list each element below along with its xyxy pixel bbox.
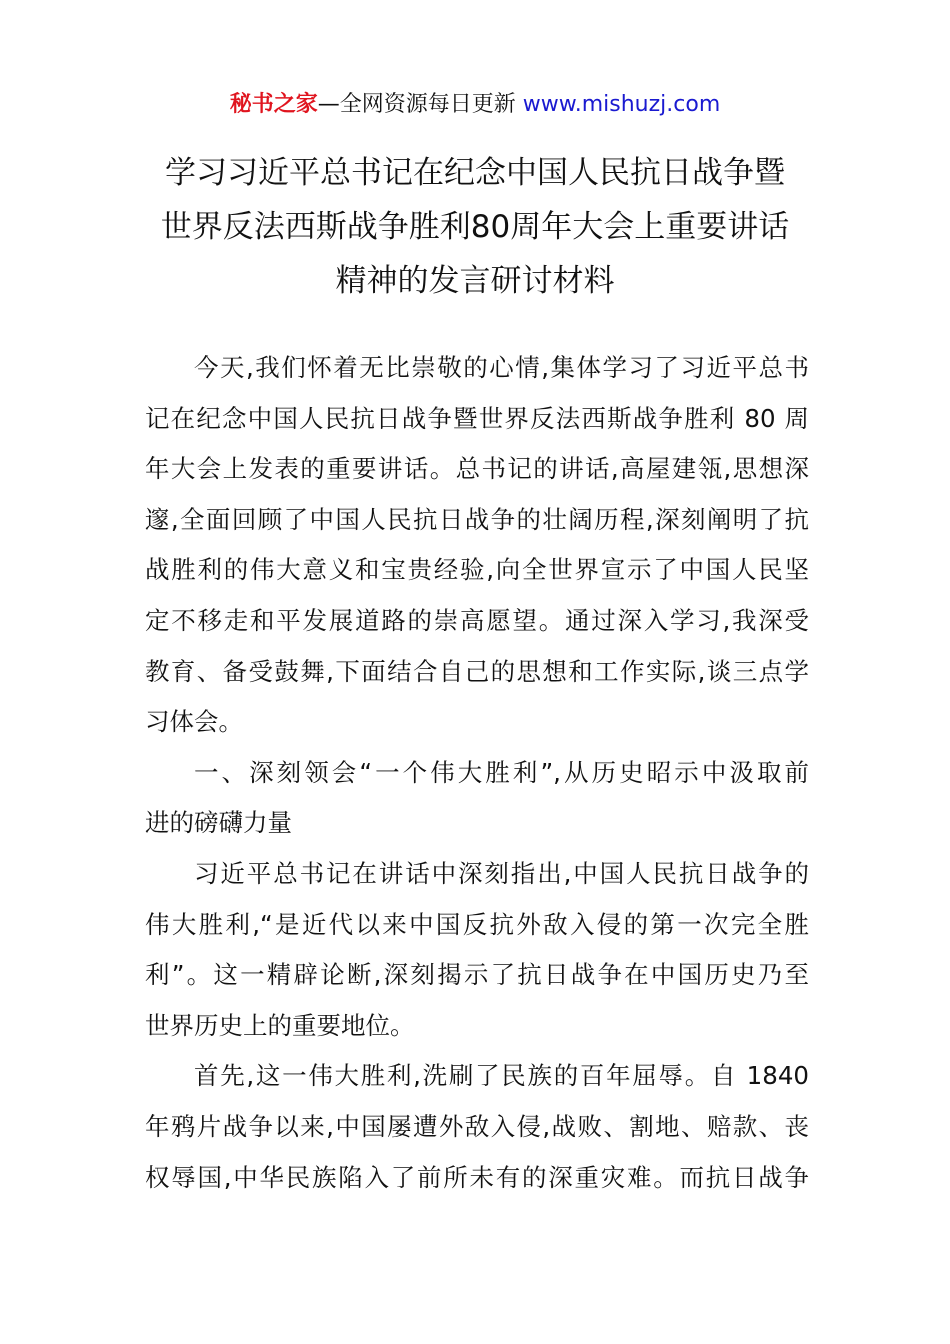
paragraph-line: 习体会。: [145, 707, 243, 737]
title-line: 学习习近平总书记在纪念中国人民抗日战争暨: [165, 155, 785, 191]
paragraph-line: 定不移走和平发展道路的崇高愿望。通过深入学习,我深受: [145, 605, 809, 635]
title-line: 世界反法西斯战争胜利80周年大会上重要讲话: [160, 209, 790, 245]
section-heading-line: 进的磅礴力量: [145, 808, 292, 838]
paragraph-line: 利”。这一精辟论断,深刻揭示了抗日战争在中国历史乃至: [145, 960, 809, 990]
paragraph-line: 年鸦片战争以来,中国屡遭外敌入侵,战败、割地、赔款、丧: [145, 1111, 809, 1141]
paragraph-line: 习近平总书记在讲话中深刻指出,中国人民抗日战争的: [194, 858, 809, 888]
paragraph-line: 教育、备受鼓舞,下面结合自己的思想和工作实际,谈三点学: [145, 656, 809, 686]
paragraph-line: 世界历史上的重要地位。: [145, 1010, 415, 1040]
section-heading-line: 一、深刻领会“一个伟大胜利”,从历史昭示中汲取前: [194, 757, 809, 787]
paragraph-line: 邃,全面回顾了中国人民抗日战争的壮阔历程,深刻阐明了抗: [145, 504, 809, 534]
paragraph-line: 年大会上发表的重要讲话。总书记的讲话,高屋建瓴,思想深: [145, 454, 809, 484]
document-body: [145, 343, 809, 1203]
title-line: 精神的发言研讨材料: [335, 263, 615, 299]
paragraph-line: 今天,我们怀着无比崇敬的心情,集体学习了习近平总书: [194, 353, 809, 382]
paragraph-line: 记在纪念中国人民抗日战争暨世界反法西斯战争胜利 80 周: [145, 403, 809, 433]
paragraph-line: 伟大胜利,“是近代以来中国反抗外敌入侵的第一次完全胜: [145, 909, 809, 939]
paragraph-line: 战胜利的伟大意义和宝贵经验,向全世界宣示了中国人民坚: [145, 555, 809, 585]
site-header: [0, 88, 950, 122]
brand-name: 秘书之家: [229, 92, 318, 117]
site-url-link[interactable]: www.mishuzj.com: [522, 92, 721, 117]
document-title: [110, 146, 840, 308]
paragraph-line: 首先,这一伟大胜利,洗刷了民族的百年屈辱。自 1840: [194, 1061, 809, 1091]
paragraph-line: 权辱国,中华民族陷入了前所未有的深重灾难。而抗日战争: [145, 1162, 809, 1192]
header-tagline: —全网资源每日更新: [317, 92, 516, 117]
